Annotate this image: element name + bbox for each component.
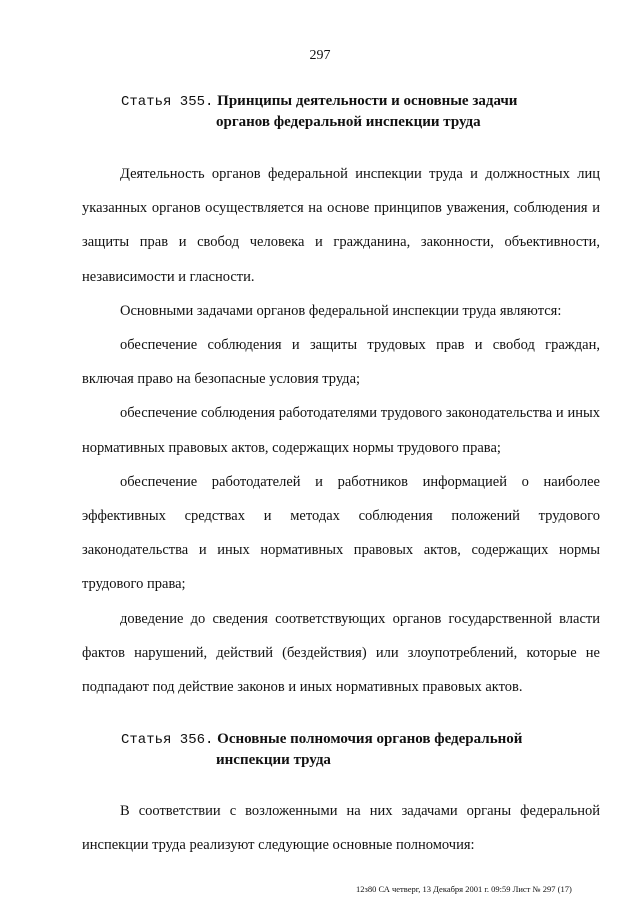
article-355-body [82, 157, 600, 704]
article-356-title-line1: Основные полномочия органов федеральной [217, 731, 523, 747]
article-356-body [82, 794, 600, 862]
article-356-number: Статья 356. [121, 732, 214, 748]
article-355-paragraph-1: Деятельность органов федеральной инспекции труда и должностных лиц указанных органов осуществляется на основе принципов уважения, соблюдения и защиты прав и свобод человека и гражданина, законности, объективности, независимости и гласности. [82, 166, 600, 285]
article-355-paragraph-6: доведение до сведения соответствующих органов государственной власти фактов нарушений, действий (бездействия) или злоупотреблений, которые не подпадают под действие законов и иных нормативных правовых актов. [82, 610, 600, 696]
article-356-title-line2: инспекции труда [216, 752, 331, 768]
page-footer: 12з80 СА четверг, 13 Декабря 2001 г. 09:59 Лист № 297 (17) [356, 884, 572, 894]
article-355-paragraph-2: Основными задачами органов федеральной инспекции труда являются: [120, 302, 562, 319]
page-number: 297 [309, 48, 331, 63]
article-355-number: Статья 355. [121, 94, 214, 110]
article-356-heading [121, 729, 522, 770]
article-355-paragraph-3: обеспечение соблюдения и защиты трудовых прав и свобод граждан, включая право на безопасные условия труда; [82, 337, 600, 388]
article-355-paragraph-4: обеспечение соблюдения работодателями трудового законодательства и иных нормативных правовых актов, содержащих нормы трудового права; [82, 405, 600, 456]
article-356-paragraph-1: В соответствии с возложенными на них задачами органы федеральной инспекции труда реализуют следующие основные полномочия: [82, 803, 600, 854]
article-355-title-line1: Принципы деятельности и основные задачи [217, 93, 518, 109]
article-355-heading [121, 91, 517, 132]
article-355-paragraph-5: обеспечение работодателей и работников информацией о наиболее эффективных средствах и методах соблюдения положений трудового законодательства и иных нормативных правовых актов, содержащих нормы трудового права; [82, 473, 600, 593]
article-355-title-line2: органов федеральной инспекции труда [216, 114, 481, 130]
